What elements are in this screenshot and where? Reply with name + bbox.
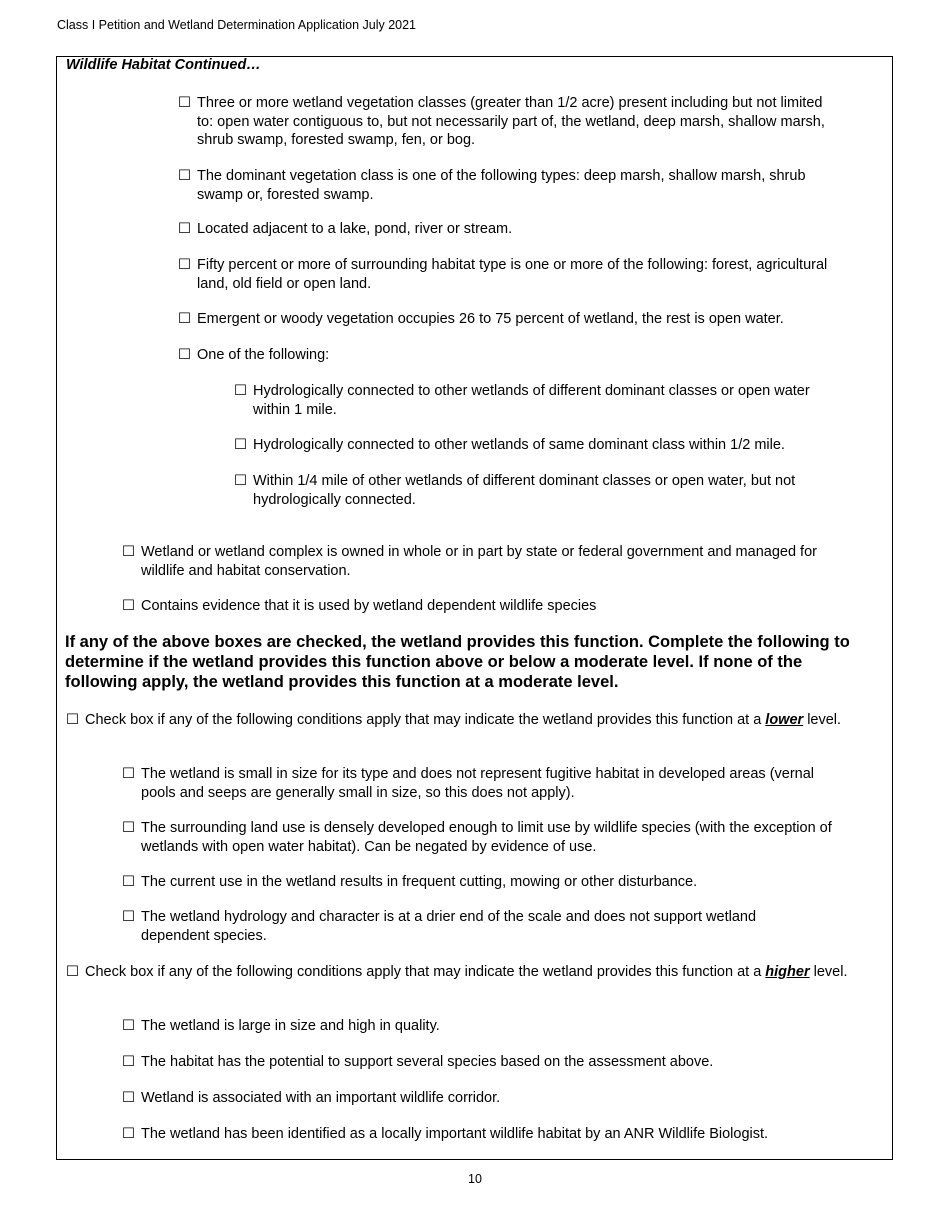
checkbox-owned[interactable]: ☐ [122, 544, 135, 560]
criterion-text: Three or more wetland vegetation classes (greater than 1/2 acre) present including but not limited to: open water contiguous to, but not necessarily part of, the wetland, deep marsh, shallow marsh, shrub swamp, forested swamp, fen, or bog. [197, 95, 825, 148]
lower-item-text: The surrounding land use is densely developed enough to limit use by wildlife species (with the exception of wetlands with open water habitat). Can be negated by evidence of use. [141, 820, 832, 855]
sub-criterion-within-quarter [234, 472, 834, 509]
checkbox-emergent[interactable]: ☐ [178, 311, 191, 327]
lower-item-text: The wetland is small in size for its type and does not represent fugitive habitat in developed areas (vernal pools and seeps are generally small in size, so this does not apply). [141, 766, 815, 801]
lower-item [122, 908, 822, 945]
criterion-one-of [178, 346, 838, 365]
sub-criterion-same-class [234, 436, 844, 455]
lower-item [122, 765, 822, 802]
checkbox-three-classes[interactable]: ☐ [178, 95, 191, 111]
lower-level-check [66, 711, 866, 730]
criterion-dominant-class [178, 167, 838, 204]
lower-prefix: Check box if any of the following conditions apply that may indicate the wetland provides this function at a [85, 712, 762, 728]
criterion-text: Wetland or wetland complex is owned in whole or in part by state or federal government and managed for wildlife and habitat conservation. [141, 544, 817, 579]
lower-emphasis: lower [765, 712, 804, 728]
higher-item-text: The wetland has been identified as a locally important wildlife habitat by an ANR Wildlife Biologist. [141, 1126, 769, 1142]
checkbox-lower-item-2[interactable]: ☐ [122, 820, 135, 836]
checkbox-evidence[interactable]: ☐ [122, 598, 135, 614]
checkbox-one-of[interactable]: ☐ [178, 347, 191, 363]
lower-item [122, 819, 872, 856]
criterion-text: One of the following: [197, 347, 330, 363]
criterion-adjacent [178, 220, 838, 239]
lower-item-text: The wetland hydrology and character is at a drier end of the scale and does not support wetland dependent species. [141, 909, 757, 944]
criterion-text: The dominant vegetation class is one of the following types: deep marsh, shallow marsh, shrub swamp or, forested swamp. [197, 168, 806, 203]
checkbox-lower-item-4[interactable]: ☐ [122, 909, 135, 925]
criterion-text: Hydrologically connected to other wetlands of different dominant classes or open water within 1 mile. [253, 383, 810, 418]
checkbox-same-class[interactable]: ☐ [234, 437, 247, 453]
section-title: Wildlife Habitat Continued… [66, 57, 261, 73]
lower-suffix: level. [807, 712, 842, 728]
higher-item [122, 1017, 852, 1036]
higher-suffix: level. [813, 964, 848, 980]
checkbox-higher-item-3[interactable]: ☐ [122, 1090, 135, 1106]
criterion-fifty-percent [178, 256, 838, 293]
criterion-text: Located adjacent to a lake, pond, river or stream. [197, 221, 513, 237]
checkbox-higher-item-4[interactable]: ☐ [122, 1126, 135, 1142]
criterion-text: Fifty percent or more of surrounding habitat type is one or more of the following: forest, agricultural land, old field or open land. [197, 257, 828, 292]
higher-item [122, 1089, 852, 1108]
higher-item-text: Wetland is associated with an important wildlife corridor. [141, 1090, 501, 1106]
higher-item [122, 1125, 862, 1144]
higher-level-check [66, 963, 866, 982]
criterion-text: Hydrologically connected to other wetlands of same dominant class within 1/2 mile. [253, 437, 785, 453]
page-number: 10 [468, 1172, 482, 1186]
checkbox-within-quarter[interactable]: ☐ [234, 473, 247, 489]
sub-criterion-different-classes [234, 382, 834, 419]
criterion-owned [122, 543, 852, 580]
higher-prefix: Check box if any of the following conditions apply that may indicate the wetland provides this function at a [85, 964, 762, 980]
lower-item-text: The current use in the wetland results in frequent cutting, mowing or other disturbance. [141, 874, 698, 890]
checkbox-higher-level[interactable]: ☐ [66, 964, 79, 980]
higher-item-text: The wetland is large in size and high in quality. [141, 1018, 440, 1034]
higher-emphasis: higher [765, 964, 810, 980]
higher-item-text: The habitat has the potential to support several species based on the assessment above. [141, 1054, 714, 1070]
document-header: Class I Petition and Wetland Determination Application July 2021 [57, 18, 417, 32]
criterion-emergent [178, 310, 858, 329]
checkbox-higher-item-1[interactable]: ☐ [122, 1018, 135, 1034]
criterion-three-classes [178, 94, 838, 150]
criterion-evidence [122, 597, 852, 616]
criterion-text: Within 1/4 mile of other wetlands of different dominant classes or open water, but not hydrologically connected. [253, 473, 796, 508]
higher-item [122, 1053, 852, 1072]
checkbox-fifty-percent[interactable]: ☐ [178, 257, 191, 273]
lower-item [122, 873, 852, 892]
checkbox-lower-level[interactable]: ☐ [66, 712, 79, 728]
checkbox-higher-item-2[interactable]: ☐ [122, 1054, 135, 1070]
checkbox-dominant-class[interactable]: ☐ [178, 168, 191, 184]
checkbox-lower-item-1[interactable]: ☐ [122, 766, 135, 782]
function-statement: If any of the above boxes are checked, the wetland provides this function. Complete the following to determine if the wetland provides this function above or below a moderate level. If none of the following apply, the wetland provides this function at a moderate level. [65, 633, 850, 691]
criterion-text: Contains evidence that it is used by wetland dependent wildlife species [141, 598, 597, 614]
checkbox-different-classes[interactable]: ☐ [234, 383, 247, 399]
checkbox-adjacent[interactable]: ☐ [178, 221, 191, 237]
criterion-text: Emergent or woody vegetation occupies 26 to 75 percent of wetland, the rest is open water. [197, 311, 784, 327]
checkbox-lower-item-3[interactable]: ☐ [122, 874, 135, 890]
